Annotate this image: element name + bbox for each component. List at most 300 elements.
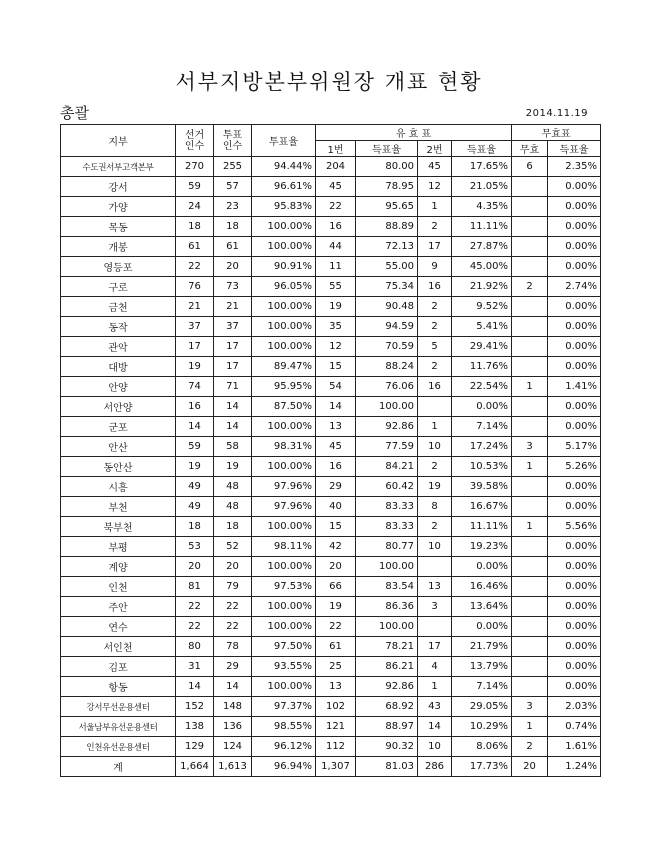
cell-invalid-count: 1 — [512, 457, 548, 477]
cell-electors: 59 — [176, 177, 214, 197]
cell-candidate-2-votes: 14 — [418, 717, 452, 737]
cell-voters: 73 — [214, 277, 252, 297]
cell-candidate-1-rate: 81.03 — [356, 757, 418, 777]
cell-candidate-2-rate: 17.73% — [452, 757, 512, 777]
cell-candidate-1-rate: 95.65 — [356, 197, 418, 217]
cell-electors: 1,664 — [176, 757, 214, 777]
cell-branch-name: 부평 — [61, 537, 176, 557]
cell-voters: 23 — [214, 197, 252, 217]
cell-candidate-2-votes: 10 — [418, 737, 452, 757]
header-branch: 지부 — [61, 125, 176, 157]
cell-invalid-rate: 0.00% — [548, 257, 601, 277]
cell-candidate-2-votes: 17 — [418, 237, 452, 257]
cell-invalid-rate: 0.00% — [548, 677, 601, 697]
table-row — [61, 737, 601, 757]
cell-invalid-count — [512, 197, 548, 217]
cell-candidate-1-rate: 80.77 — [356, 537, 418, 557]
cell-branch-name: 인천 — [61, 577, 176, 597]
cell-electors: 270 — [176, 157, 214, 177]
table-row — [61, 217, 601, 237]
cell-voters: 1,613 — [214, 757, 252, 777]
cell-electors: 49 — [176, 497, 214, 517]
table-row — [61, 357, 601, 377]
cell-candidate-2-rate: 11.76% — [452, 357, 512, 377]
cell-voters: 19 — [214, 457, 252, 477]
total-row — [61, 757, 601, 777]
cell-invalid-count: 1 — [512, 717, 548, 737]
cell-turnout: 97.50% — [252, 637, 316, 657]
cell-branch-name: 대방 — [61, 357, 176, 377]
cell-invalid-rate: 0.00% — [548, 217, 601, 237]
cell-voters: 29 — [214, 657, 252, 677]
cell-branch-name: 안산 — [61, 437, 176, 457]
table-row — [61, 177, 601, 197]
cell-candidate-2-rate: 21.05% — [452, 177, 512, 197]
cell-candidate-2-rate: 7.14% — [452, 417, 512, 437]
cell-branch-name: 주안 — [61, 597, 176, 617]
cell-invalid-rate: 0.00% — [548, 597, 601, 617]
cell-candidate-1-rate: 86.36 — [356, 597, 418, 617]
cell-electors: 37 — [176, 317, 214, 337]
cell-candidate-1-rate: 90.48 — [356, 297, 418, 317]
cell-candidate-2-rate: 5.41% — [452, 317, 512, 337]
table-row — [61, 517, 601, 537]
cell-branch-name: 영등포 — [61, 257, 176, 277]
cell-voters: 14 — [214, 397, 252, 417]
cell-turnout: 100.00% — [252, 617, 316, 637]
cell-candidate-1-votes: 61 — [316, 637, 356, 657]
cell-candidate-1-votes: 54 — [316, 377, 356, 397]
table-row — [61, 557, 601, 577]
cell-turnout: 96.94% — [252, 757, 316, 777]
cell-candidate-2-rate: 45.00% — [452, 257, 512, 277]
cell-invalid-count — [512, 357, 548, 377]
cell-candidate-2-votes: 286 — [418, 757, 452, 777]
cell-electors: 53 — [176, 537, 214, 557]
cell-invalid-rate: 0.00% — [548, 637, 601, 657]
header-voters — [214, 125, 252, 157]
cell-invalid-count: 1 — [512, 377, 548, 397]
cell-candidate-1-rate: 100.00 — [356, 557, 418, 577]
cell-branch-name: 북부천 — [61, 517, 176, 537]
cell-electors: 138 — [176, 717, 214, 737]
cell-voters: 48 — [214, 497, 252, 517]
cell-candidate-2-votes: 1 — [418, 417, 452, 437]
cell-invalid-rate: 0.00% — [548, 557, 601, 577]
cell-electors: 21 — [176, 297, 214, 317]
cell-candidate-1-rate: 76.06 — [356, 377, 418, 397]
cell-branch-name: 연수 — [61, 617, 176, 637]
cell-candidate-2-rate: 13.79% — [452, 657, 512, 677]
cell-candidate-1-votes: 16 — [316, 457, 356, 477]
header-invalid-votes: 무효표 — [512, 125, 601, 141]
cell-candidate-2-rate: 21.92% — [452, 277, 512, 297]
table-row — [61, 617, 601, 637]
vote-count-table — [60, 124, 601, 777]
cell-branch-name: 개봉 — [61, 237, 176, 257]
cell-invalid-rate: 5.56% — [548, 517, 601, 537]
cell-candidate-2-rate: 10.53% — [452, 457, 512, 477]
table-row — [61, 637, 601, 657]
cell-invalid-count — [512, 577, 548, 597]
cell-electors: 18 — [176, 217, 214, 237]
cell-candidate-2-rate: 11.11% — [452, 517, 512, 537]
cell-electors: 74 — [176, 377, 214, 397]
cell-invalid-count — [512, 597, 548, 617]
cell-electors: 76 — [176, 277, 214, 297]
cell-candidate-2-votes: 4 — [418, 657, 452, 677]
cell-branch-name: 계양 — [61, 557, 176, 577]
cell-electors: 81 — [176, 577, 214, 597]
table-row — [61, 297, 601, 317]
cell-candidate-2-rate: 29.05% — [452, 697, 512, 717]
cell-candidate-2-rate: 16.67% — [452, 497, 512, 517]
cell-invalid-count — [512, 497, 548, 517]
cell-turnout: 100.00% — [252, 517, 316, 537]
cell-turnout: 97.53% — [252, 577, 316, 597]
cell-voters: 71 — [214, 377, 252, 397]
cell-turnout: 100.00% — [252, 457, 316, 477]
cell-turnout: 97.96% — [252, 477, 316, 497]
table-header — [61, 125, 601, 157]
table-row — [61, 677, 601, 697]
cell-turnout: 97.37% — [252, 697, 316, 717]
cell-voters: 61 — [214, 237, 252, 257]
cell-invalid-count: 2 — [512, 277, 548, 297]
cell-candidate-1-votes: 20 — [316, 557, 356, 577]
cell-electors: 20 — [176, 557, 214, 577]
cell-invalid-count — [512, 337, 548, 357]
cell-branch-name: 목동 — [61, 217, 176, 237]
table-row — [61, 237, 601, 257]
cell-turnout: 98.55% — [252, 717, 316, 737]
cell-candidate-2-votes: 5 — [418, 337, 452, 357]
cell-branch-name: 군포 — [61, 417, 176, 437]
cell-branch-name: 수도권서부고객본부 — [61, 157, 176, 177]
table-row — [61, 337, 601, 357]
cell-candidate-2-rate: 17.65% — [452, 157, 512, 177]
cell-voters: 148 — [214, 697, 252, 717]
header-valid-votes: 유 효 표 — [316, 125, 512, 141]
cell-electors: 129 — [176, 737, 214, 757]
cell-turnout: 93.55% — [252, 657, 316, 677]
table-row — [61, 437, 601, 457]
header-candidate-2: 2번 — [418, 141, 452, 157]
cell-invalid-rate: 1.61% — [548, 737, 601, 757]
cell-turnout: 97.96% — [252, 497, 316, 517]
cell-electors: 61 — [176, 237, 214, 257]
cell-invalid-rate: 1.41% — [548, 377, 601, 397]
table-row — [61, 717, 601, 737]
cell-invalid-count — [512, 237, 548, 257]
table-row — [61, 197, 601, 217]
cell-branch-name: 서안양 — [61, 397, 176, 417]
cell-branch-name: 안양 — [61, 377, 176, 397]
header-candidate-1: 1번 — [316, 141, 356, 157]
cell-invalid-rate: 2.35% — [548, 157, 601, 177]
cell-candidate-2-votes — [418, 557, 452, 577]
cell-candidate-1-rate: 100.00 — [356, 617, 418, 637]
cell-branch-name: 서울남부유선운용센터 — [61, 717, 176, 737]
table-row — [61, 477, 601, 497]
cell-invalid-rate: 0.00% — [548, 357, 601, 377]
header-voters-text: 투표 인수 — [222, 129, 243, 152]
cell-invalid-count — [512, 557, 548, 577]
cell-candidate-1-votes: 35 — [316, 317, 356, 337]
cell-voters: 255 — [214, 157, 252, 177]
cell-turnout: 89.47% — [252, 357, 316, 377]
cell-electors: 80 — [176, 637, 214, 657]
cell-invalid-rate: 5.26% — [548, 457, 601, 477]
cell-invalid-count — [512, 477, 548, 497]
cell-candidate-1-rate: 70.59 — [356, 337, 418, 357]
cell-invalid-rate: 0.00% — [548, 337, 601, 357]
cell-candidate-2-rate: 4.35% — [452, 197, 512, 217]
cell-candidate-1-votes: 19 — [316, 597, 356, 617]
header-electors-text: 선거 인수 — [184, 129, 205, 152]
cell-branch-name: 계 — [61, 757, 176, 777]
cell-invalid-rate: 1.24% — [548, 757, 601, 777]
cell-voters: 18 — [214, 217, 252, 237]
header-invalid-rate: 득표율 — [548, 141, 601, 157]
header-electors — [176, 125, 214, 157]
cell-turnout: 96.12% — [252, 737, 316, 757]
cell-invalid-rate: 0.00% — [548, 537, 601, 557]
cell-candidate-2-rate: 39.58% — [452, 477, 512, 497]
cell-candidate-1-rate: 83.33 — [356, 517, 418, 537]
cell-invalid-count — [512, 317, 548, 337]
table-row — [61, 657, 601, 677]
cell-branch-name: 동작 — [61, 317, 176, 337]
cell-invalid-rate: 0.00% — [548, 177, 601, 197]
cell-candidate-2-votes: 10 — [418, 537, 452, 557]
cell-voters: 37 — [214, 317, 252, 337]
cell-candidate-2-votes: 16 — [418, 377, 452, 397]
cell-invalid-rate: 0.00% — [548, 237, 601, 257]
cell-turnout: 95.83% — [252, 197, 316, 217]
cell-voters: 20 — [214, 257, 252, 277]
cell-candidate-1-votes: 45 — [316, 177, 356, 197]
cell-candidate-2-votes — [418, 397, 452, 417]
cell-voters: 18 — [214, 517, 252, 537]
cell-branch-name: 강서 — [61, 177, 176, 197]
cell-candidate-2-rate: 10.29% — [452, 717, 512, 737]
cell-voters: 14 — [214, 417, 252, 437]
cell-invalid-count: 1 — [512, 517, 548, 537]
cell-candidate-2-votes: 13 — [418, 577, 452, 597]
cell-candidate-1-rate: 60.42 — [356, 477, 418, 497]
cell-turnout: 100.00% — [252, 337, 316, 357]
cell-branch-name: 금천 — [61, 297, 176, 317]
cell-candidate-2-votes: 2 — [418, 297, 452, 317]
cell-candidate-1-rate: 55.00 — [356, 257, 418, 277]
cell-voters: 79 — [214, 577, 252, 597]
cell-invalid-rate: 0.00% — [548, 417, 601, 437]
cell-invalid-rate: 0.00% — [548, 497, 601, 517]
cell-branch-name: 부천 — [61, 497, 176, 517]
cell-candidate-1-rate: 88.89 — [356, 217, 418, 237]
cell-invalid-rate: 2.03% — [548, 697, 601, 717]
cell-voters: 52 — [214, 537, 252, 557]
cell-invalid-rate: 0.00% — [548, 577, 601, 597]
cell-candidate-2-rate: 0.00% — [452, 557, 512, 577]
cell-candidate-1-rate: 77.59 — [356, 437, 418, 457]
cell-invalid-rate: 0.00% — [548, 197, 601, 217]
cell-candidate-2-rate: 22.54% — [452, 377, 512, 397]
cell-candidate-1-rate: 92.86 — [356, 417, 418, 437]
cell-voters: 20 — [214, 557, 252, 577]
cell-invalid-count — [512, 397, 548, 417]
cell-candidate-2-rate: 7.14% — [452, 677, 512, 697]
report-date: 2014.11.19 — [525, 108, 588, 119]
cell-candidate-2-rate: 8.06% — [452, 737, 512, 757]
cell-turnout: 100.00% — [252, 417, 316, 437]
cell-invalid-rate: 0.00% — [548, 397, 601, 417]
cell-turnout: 100.00% — [252, 217, 316, 237]
cell-turnout: 98.31% — [252, 437, 316, 457]
header-turnout: 투표율 — [252, 125, 316, 157]
cell-candidate-2-votes: 1 — [418, 677, 452, 697]
cell-electors: 19 — [176, 457, 214, 477]
cell-candidate-1-rate: 88.97 — [356, 717, 418, 737]
cell-candidate-1-rate: 94.59 — [356, 317, 418, 337]
cell-voters: 17 — [214, 357, 252, 377]
cell-invalid-rate: 0.00% — [548, 657, 601, 677]
cell-candidate-1-votes: 22 — [316, 617, 356, 637]
cell-invalid-count — [512, 657, 548, 677]
cell-candidate-2-votes: 17 — [418, 637, 452, 657]
cell-candidate-1-votes: 55 — [316, 277, 356, 297]
cell-candidate-2-votes: 45 — [418, 157, 452, 177]
cell-branch-name: 구로 — [61, 277, 176, 297]
cell-electors: 152 — [176, 697, 214, 717]
cell-candidate-1-rate: 92.86 — [356, 677, 418, 697]
cell-candidate-1-votes: 22 — [316, 197, 356, 217]
cell-branch-name: 항동 — [61, 677, 176, 697]
cell-invalid-rate: 0.74% — [548, 717, 601, 737]
cell-electors: 18 — [176, 517, 214, 537]
cell-candidate-1-rate: 68.92 — [356, 697, 418, 717]
cell-turnout: 96.61% — [252, 177, 316, 197]
cell-candidate-1-votes: 1,307 — [316, 757, 356, 777]
cell-candidate-1-votes: 29 — [316, 477, 356, 497]
cell-candidate-1-rate: 90.32 — [356, 737, 418, 757]
cell-candidate-2-votes: 8 — [418, 497, 452, 517]
cell-candidate-1-rate: 86.21 — [356, 657, 418, 677]
cell-turnout: 100.00% — [252, 317, 316, 337]
cell-turnout: 87.50% — [252, 397, 316, 417]
cell-candidate-2-votes: 9 — [418, 257, 452, 277]
cell-invalid-count — [512, 417, 548, 437]
cell-invalid-count — [512, 177, 548, 197]
cell-candidate-2-votes: 3 — [418, 597, 452, 617]
cell-electors: 17 — [176, 337, 214, 357]
cell-invalid-count: 3 — [512, 437, 548, 457]
cell-electors: 59 — [176, 437, 214, 457]
cell-invalid-count: 20 — [512, 757, 548, 777]
cell-candidate-1-rate: 72.13 — [356, 237, 418, 257]
table-row — [61, 377, 601, 397]
cell-candidate-1-votes: 25 — [316, 657, 356, 677]
cell-candidate-1-votes: 19 — [316, 297, 356, 317]
header-invalid-count: 무효 — [512, 141, 548, 157]
cell-candidate-1-rate: 100.00 — [356, 397, 418, 417]
table-row — [61, 577, 601, 597]
cell-invalid-rate: 0.00% — [548, 317, 601, 337]
cell-voters: 14 — [214, 677, 252, 697]
cell-candidate-2-rate: 27.87% — [452, 237, 512, 257]
cell-candidate-2-votes: 2 — [418, 517, 452, 537]
cell-invalid-count: 3 — [512, 697, 548, 717]
cell-candidate-1-votes: 11 — [316, 257, 356, 277]
cell-invalid-count — [512, 537, 548, 557]
cell-candidate-2-rate: 16.46% — [452, 577, 512, 597]
cell-invalid-count — [512, 637, 548, 657]
cell-candidate-2-votes: 43 — [418, 697, 452, 717]
cell-voters: 78 — [214, 637, 252, 657]
cell-voters: 124 — [214, 737, 252, 757]
cell-candidate-2-votes — [418, 617, 452, 637]
cell-candidate-2-rate: 0.00% — [452, 617, 512, 637]
section-subtitle: 총괄 — [60, 104, 89, 122]
table-row — [61, 697, 601, 717]
cell-invalid-count — [512, 617, 548, 637]
cell-candidate-1-rate: 78.21 — [356, 637, 418, 657]
cell-invalid-count — [512, 297, 548, 317]
cell-candidate-2-votes: 2 — [418, 317, 452, 337]
table-row — [61, 537, 601, 557]
cell-candidate-1-votes: 40 — [316, 497, 356, 517]
cell-voters: 22 — [214, 617, 252, 637]
cell-electors: 31 — [176, 657, 214, 677]
cell-invalid-count — [512, 677, 548, 697]
cell-candidate-2-rate: 13.64% — [452, 597, 512, 617]
cell-branch-name: 가양 — [61, 197, 176, 217]
cell-candidate-2-rate: 29.41% — [452, 337, 512, 357]
cell-candidate-1-votes: 14 — [316, 397, 356, 417]
cell-candidate-1-rate: 84.21 — [356, 457, 418, 477]
cell-candidate-2-votes: 2 — [418, 457, 452, 477]
cell-electors: 22 — [176, 597, 214, 617]
cell-voters: 58 — [214, 437, 252, 457]
cell-electors: 19 — [176, 357, 214, 377]
cell-candidate-1-votes: 13 — [316, 677, 356, 697]
cell-branch-name: 시흥 — [61, 477, 176, 497]
cell-candidate-1-votes: 45 — [316, 437, 356, 457]
cell-invalid-rate: 0.00% — [548, 617, 601, 637]
cell-turnout: 100.00% — [252, 297, 316, 317]
cell-candidate-1-rate: 88.24 — [356, 357, 418, 377]
cell-invalid-count — [512, 217, 548, 237]
cell-invalid-count — [512, 257, 548, 277]
page-title: 서부지방본부위원장 개표 현황 — [175, 70, 483, 94]
cell-electors: 49 — [176, 477, 214, 497]
cell-invalid-count: 6 — [512, 157, 548, 177]
table-row — [61, 597, 601, 617]
cell-candidate-2-rate: 0.00% — [452, 397, 512, 417]
cell-candidate-2-rate: 17.24% — [452, 437, 512, 457]
cell-candidate-2-votes: 16 — [418, 277, 452, 297]
cell-candidate-1-votes: 44 — [316, 237, 356, 257]
cell-voters: 136 — [214, 717, 252, 737]
cell-electors: 24 — [176, 197, 214, 217]
cell-electors: 16 — [176, 397, 214, 417]
cell-turnout: 90.91% — [252, 257, 316, 277]
cell-invalid-count: 2 — [512, 737, 548, 757]
cell-candidate-1-votes: 102 — [316, 697, 356, 717]
cell-candidate-1-rate: 83.54 — [356, 577, 418, 597]
cell-candidate-2-rate: 9.52% — [452, 297, 512, 317]
